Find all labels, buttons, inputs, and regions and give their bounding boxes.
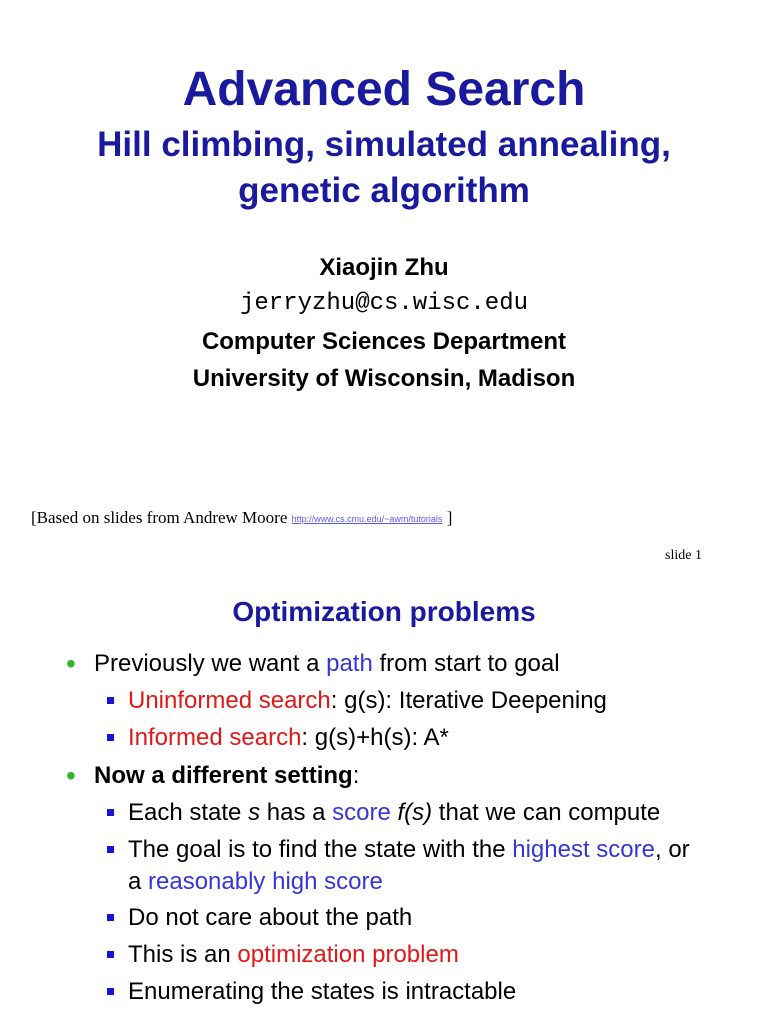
sub-bullet-intractable [103, 976, 516, 1008]
sub-bullet-text: Do not care about the path [128, 904, 413, 931]
square-bullet-icon [107, 697, 114, 704]
sub-bullet-highlight: Uninformed search [128, 687, 331, 714]
sub-bullet-optimization [103, 939, 459, 971]
sub-bullet-text: a [128, 868, 149, 895]
square-bullet-icon [107, 988, 114, 995]
slide-subtitle [0, 122, 768, 214]
square-bullet-icon [107, 846, 114, 853]
author-email: jerryzhu@cs.wisc.edu [239, 290, 529, 317]
bullet-text: Previously we want a [94, 650, 327, 677]
green-bullet-icon: • [66, 648, 76, 679]
sub-bullet-highlight: score [332, 799, 391, 826]
sub-bullet-highlight: Informed search [128, 724, 302, 751]
bullet-rest: from start to goal [372, 650, 560, 677]
green-bullet-icon: • [66, 760, 76, 791]
author-name: Xiaojin Zhu [319, 254, 449, 281]
slide-title: Advanced Search [182, 63, 586, 116]
credit-suffix: ] [442, 508, 453, 527]
sub-bullet-text: This is an [128, 941, 238, 968]
department: Computer Sciences Department [201, 328, 567, 355]
italic-fs: f(s) [397, 799, 433, 826]
bullet-highlight: path [326, 650, 373, 677]
bullet-text: Now a different setting [94, 762, 353, 789]
subtitle-line-1: Hill climbing, simulated annealing, [97, 125, 671, 164]
sub-bullet-text: Enumerating the states is intractable [128, 978, 517, 1005]
sub-bullet-text: The goal is to find the state with the [128, 836, 513, 863]
sub-bullet-text: Each state [128, 799, 249, 826]
square-bullet-icon [107, 951, 114, 958]
sub-bullet-highlight: optimization problem [237, 941, 459, 968]
sub-bullet-score [103, 797, 660, 829]
bullet-previously [66, 649, 560, 679]
italic-s: s [248, 799, 261, 826]
square-bullet-icon [107, 734, 114, 741]
slide-number: slide 1 [665, 548, 702, 563]
slide-2-title: Optimization problems [232, 596, 536, 627]
credit-line [31, 507, 452, 530]
square-bullet-icon [107, 809, 114, 816]
credit-link[interactable]: http://www.cs.cmu.edu/~awm/tutorials [291, 514, 443, 524]
sub-bullet-uninformed [103, 685, 607, 717]
sub-bullet-rest: : g(s)+h(s): A* [301, 724, 449, 751]
sub-bullet-path [103, 902, 412, 934]
sub-bullet-text: has a [260, 799, 333, 826]
university: University of Wisconsin, Madison [192, 365, 576, 392]
sub-bullet-rest: , or [654, 836, 690, 863]
sub-bullet-rest: that we can compute [432, 799, 661, 826]
subtitle-line-2: genetic algorithm [238, 171, 530, 210]
bullet-rest: : [352, 762, 360, 789]
sub-bullet-informed [103, 722, 449, 754]
sub-bullet-rest: : g(s): Iterative Deepening [330, 687, 607, 714]
sub-bullet-highlight: highest score [512, 836, 655, 863]
credit-prefix: [Based on slides from Andrew Moore [31, 508, 292, 527]
square-bullet-icon [107, 914, 114, 921]
sub-bullet-highlight: reasonably high score [148, 868, 383, 895]
bullet-new-setting [66, 761, 359, 791]
sub-bullet-goal [103, 834, 690, 898]
